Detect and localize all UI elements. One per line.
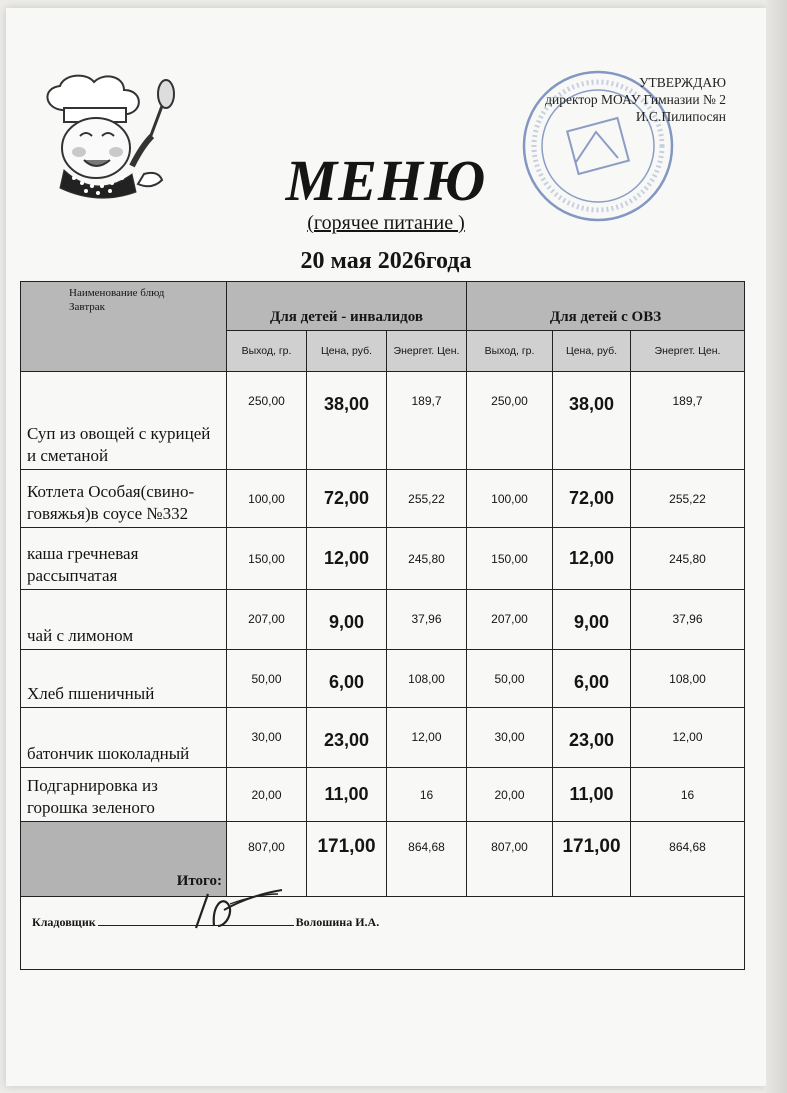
energy-value: 245,80 <box>631 528 745 590</box>
output-value: 207,00 <box>227 590 307 650</box>
price-value: 9,00 <box>307 590 387 650</box>
total-price: 171,00 <box>553 822 631 897</box>
dish-name: батончик шоколадный <box>21 708 227 768</box>
dish-name-header-label: Наименование блюд <box>69 287 165 299</box>
output-value: 30,00 <box>227 708 307 768</box>
sub-header-price: Цена, руб. <box>553 331 631 372</box>
output-value: 20,00 <box>467 768 553 822</box>
sub-header-output: Выход, гр. <box>227 331 307 372</box>
price-value: 11,00 <box>307 768 387 822</box>
table-row <box>21 708 745 768</box>
group-header-ovz: Для детей с ОВЗ <box>467 282 745 331</box>
price-value: 12,00 <box>553 528 631 590</box>
table-row <box>21 590 745 650</box>
sub-header-output: Выход, гр. <box>467 331 553 372</box>
total-price: 171,00 <box>307 822 387 897</box>
price-value: 6,00 <box>553 650 631 708</box>
output-value: 250,00 <box>227 372 307 470</box>
price-value: 72,00 <box>307 470 387 528</box>
output-value: 100,00 <box>467 470 553 528</box>
output-value: 20,00 <box>227 768 307 822</box>
output-value: 250,00 <box>467 372 553 470</box>
signature-line <box>32 913 379 930</box>
energy-value: 108,00 <box>387 650 467 708</box>
energy-value: 189,7 <box>387 372 467 470</box>
price-value: 11,00 <box>553 768 631 822</box>
total-output: 807,00 <box>467 822 553 897</box>
output-value: 100,00 <box>227 470 307 528</box>
total-label: Итого: <box>21 822 227 897</box>
approval-block <box>545 74 726 125</box>
table-row <box>21 650 745 708</box>
signature-name: Волошина И.А. <box>295 915 380 929</box>
table-row <box>21 528 745 590</box>
dish-name: чай с лимоном <box>21 590 227 650</box>
page-subtitle <box>6 211 766 235</box>
page-title: МЕНЮ <box>285 148 487 213</box>
dish-name: Суп из овощей с курицей и сметаной <box>21 372 227 470</box>
dish-name-header <box>21 282 227 372</box>
price-value: 9,00 <box>553 590 631 650</box>
energy-value: 37,96 <box>387 590 467 650</box>
total-energy: 864,68 <box>387 822 467 897</box>
sub-header-energy: Энергет. Цен. <box>387 331 467 372</box>
price-value: 12,00 <box>307 528 387 590</box>
energy-value: 12,00 <box>387 708 467 768</box>
blank-row <box>21 897 745 970</box>
output-value: 50,00 <box>467 650 553 708</box>
dish-name: Котлета Особая(свино-говяжья)в соусе №332 <box>21 470 227 528</box>
energy-value: 245,80 <box>387 528 467 590</box>
menu-date: 20 мая 2026года <box>300 248 472 274</box>
dish-name: каша гречневая рассыпчатая <box>21 528 227 590</box>
output-value: 150,00 <box>467 528 553 590</box>
meal-label: Завтрак <box>69 301 105 313</box>
blank-cell <box>21 897 745 970</box>
approval-heading: УТВЕРЖДАЮ <box>638 75 726 90</box>
price-value: 23,00 <box>307 708 387 768</box>
menu-sheet <box>6 8 766 1086</box>
dish-name: Подгарнировка из горошка зеленого <box>21 768 227 822</box>
menu-table <box>20 281 745 970</box>
photo-edge <box>766 0 787 1093</box>
table-row <box>21 470 745 528</box>
energy-value: 108,00 <box>631 650 745 708</box>
output-value: 30,00 <box>467 708 553 768</box>
output-value: 50,00 <box>227 650 307 708</box>
output-value: 207,00 <box>467 590 553 650</box>
total-energy: 864,68 <box>631 822 745 897</box>
energy-value: 255,22 <box>631 470 745 528</box>
total-row <box>21 822 745 897</box>
energy-value: 255,22 <box>387 470 467 528</box>
price-value: 38,00 <box>307 372 387 470</box>
dish-name: Хлеб пшеничный <box>21 650 227 708</box>
energy-value: 37,96 <box>631 590 745 650</box>
price-value: 6,00 <box>307 650 387 708</box>
price-value: 38,00 <box>553 372 631 470</box>
energy-value: 189,7 <box>631 372 745 470</box>
subtitle-text: (горячее питание ) <box>307 212 465 234</box>
sub-header-price: Цена, руб. <box>307 331 387 372</box>
approval-director-name: И.С.Пилипосян <box>635 109 726 124</box>
approval-position: директор МОАУ Гимназии № 2 <box>545 92 726 107</box>
output-value: 150,00 <box>227 528 307 590</box>
energy-value: 16 <box>387 768 467 822</box>
table-row <box>21 372 745 470</box>
sub-header-energy: Энергет. Цен. <box>631 331 745 372</box>
signature-role: Кладовщик <box>32 915 96 929</box>
signature-underline <box>98 913 294 926</box>
group-header-disabled: Для детей - инвалидов <box>227 282 467 331</box>
price-value: 23,00 <box>553 708 631 768</box>
energy-value: 12,00 <box>631 708 745 768</box>
energy-value: 16 <box>631 768 745 822</box>
table-row <box>21 768 745 822</box>
price-value: 72,00 <box>553 470 631 528</box>
total-output: 807,00 <box>227 822 307 897</box>
